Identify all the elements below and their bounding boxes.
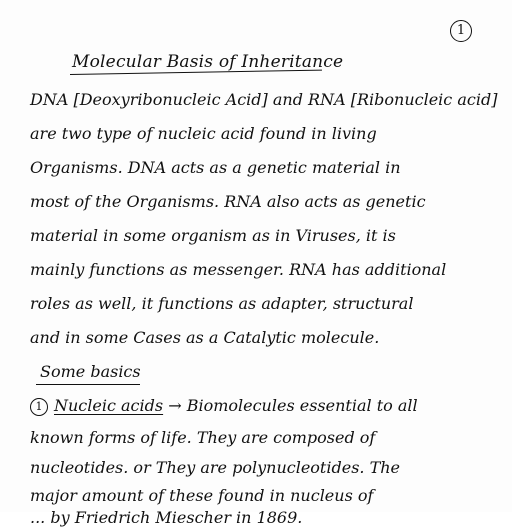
text-line: Organisms. DNA acts as a genetic material in <box>30 158 401 177</box>
item-term: Nucleic acids <box>54 396 164 415</box>
text-line: Biomolecules essential to all <box>186 396 418 415</box>
text-line: and in some Cases as a Catalytic molecule. <box>30 328 380 347</box>
text-line: nucleotides. or They are polynucleotides. The <box>30 458 401 477</box>
text-line: DNA [Deoxyribonucleic Acid] and RNA [Ribonucleic acid] <box>30 90 498 109</box>
text-line: are two type of nucleic acid found in living <box>30 124 377 143</box>
section-heading: Some basics <box>40 362 141 381</box>
item-first-line <box>30 396 418 416</box>
item-number: 1 <box>30 398 48 416</box>
page-number: 1 <box>450 20 472 42</box>
text-line: material in some organism as in Viruses, it is <box>30 226 396 245</box>
text-line: most of the Organisms. RNA also acts as genetic <box>30 192 426 211</box>
arrow-icon: → <box>168 396 182 415</box>
page-title: Molecular Basis of Inheritance <box>72 52 344 72</box>
section-underline <box>36 384 140 385</box>
text-line: mainly functions as messenger. RNA has additional <box>30 260 447 279</box>
text-line: roles as well, it functions as adapter, structural <box>30 294 414 313</box>
text-line: ... by Friedrich Miescher in 1869. <box>30 508 303 527</box>
text-line: known forms of life. They are composed of <box>30 428 376 447</box>
text-line: major amount of these found in nucleus of <box>30 486 374 505</box>
